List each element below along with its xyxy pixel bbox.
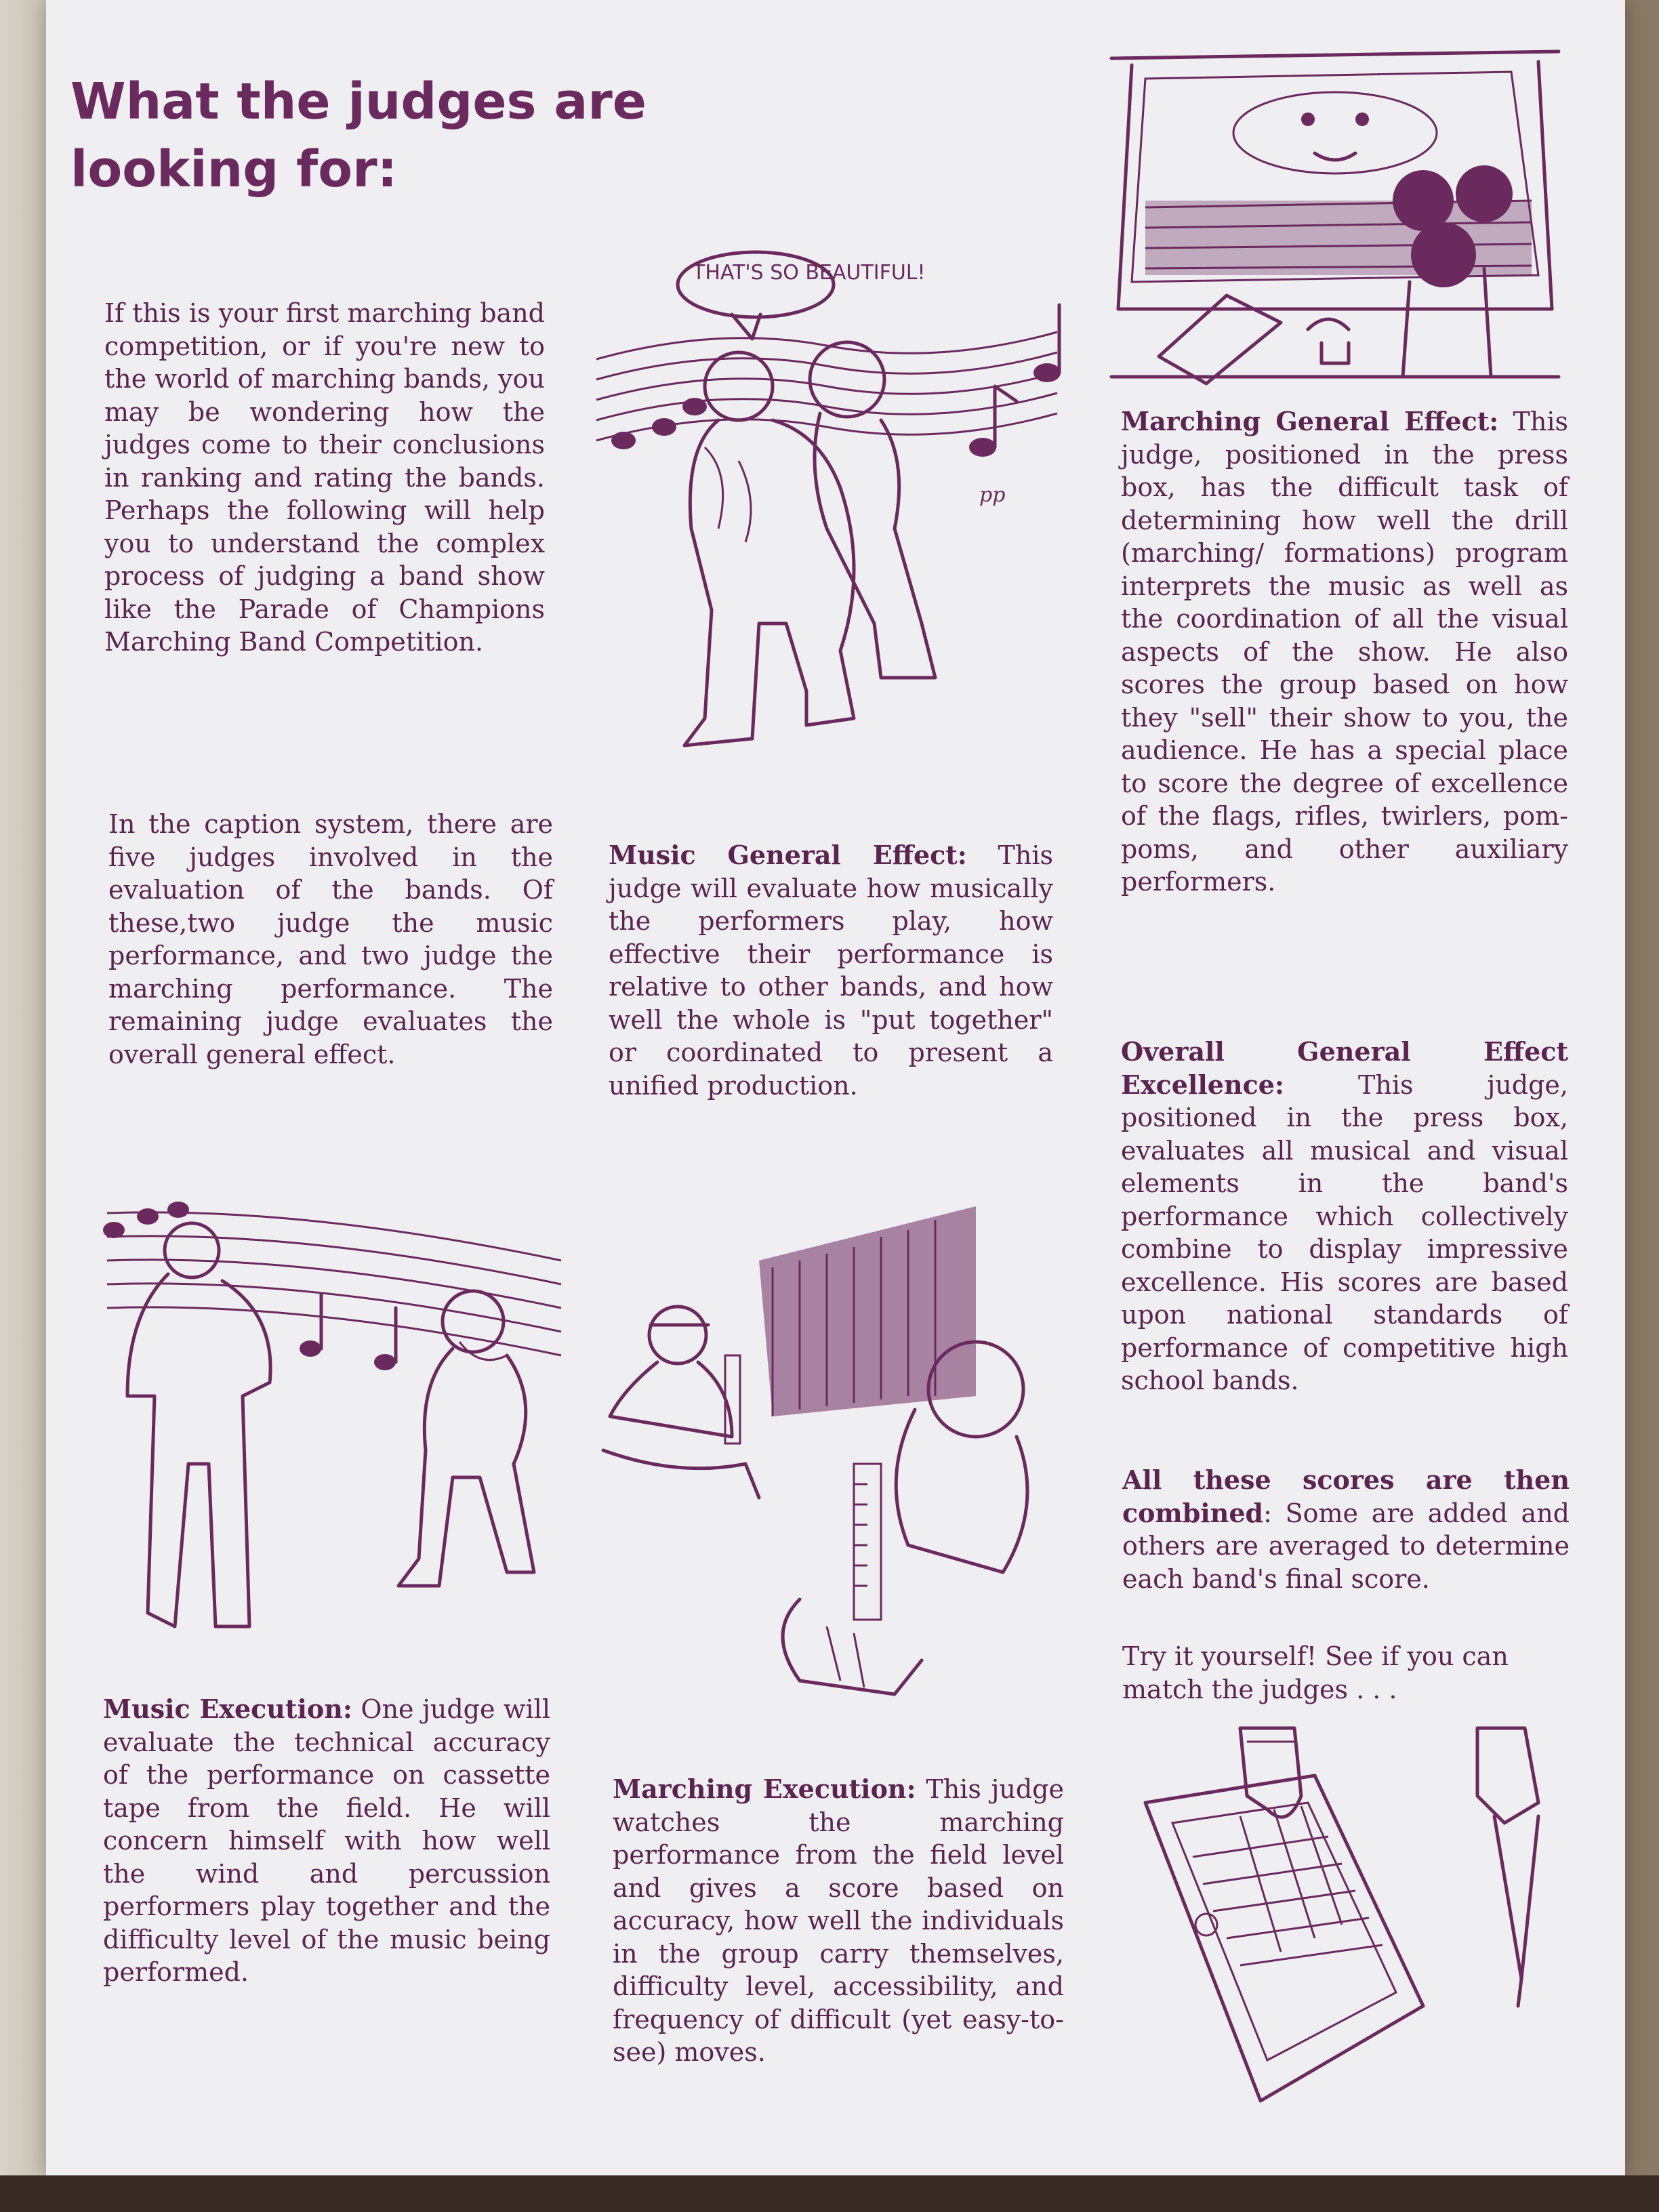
speech-bubble-line-1: THAT'S SO BEAUTIFUL! [693, 261, 926, 285]
overall-general-effect-text: This judge, positioned in the press box, evaluates all musical and visual elements in the band's performance which collectively combine to display impressive excellence. His scores are based upon national standards of performance of competitive high school bands. [1121, 1069, 1568, 1395]
intro-paragraph: If this is your first marching band competition, or if you're new to the world of marching bands, you may be wondering how the judges come to their conclusions in ranking and rating the bands. Perhaps the following will help you to understand the complex process of judging a band show like the Parade of Champions Marching Band Competition. [104, 298, 545, 657]
music-execution-illustration [100, 1179, 575, 1654]
table-surface [0, 2175, 1659, 2212]
try-it-yourself-text: Try it yourself! See if you can match the judges . . . [1122, 1641, 1509, 1704]
marching-general-effect-title: Marching General Effect: [1121, 406, 1499, 436]
caption-system-paragraph: In the caption system, there are five judges involved in the evaluation of the bands. Of these,two judge the music performance, and two judge the marching performance. The remaining judge evaluates the overall general effect. [108, 809, 553, 1069]
clipboard-pencil-illustration [1125, 1721, 1565, 2128]
marching-general-effect-paragraph [1121, 405, 1568, 899]
binding-edge [0, 0, 46, 2212]
music-execution-title: Music Execution: [103, 1694, 352, 1724]
marching-general-effect-text: This judge, positioned in the press box, has the difficult task of determining how well the drill (marching/ formations) program interprets the music as well as the coordination of all the visual aspects of the show. He also scores the group based on how they "sell" their show to you, the audience. He has a special place to score the degree of excellence of the flags, rifles, twirlers, pom-poms, and other auxiliary performers. [1121, 407, 1568, 897]
combined-scores-text: : Some are added and others are averaged to determine each band's final score. [1122, 1498, 1570, 1594]
page-title: What the judges are looking for: [70, 73, 647, 199]
overall-general-effect-paragraph [1121, 1036, 1568, 1397]
overall-general-effect-title: Overall General Effect Excellence: [1121, 1036, 1568, 1100]
marching-execution-text: This judge watches the marching performance from the field level and gives a score based on accuracy, how well the individuals in the group carry themselves, difficulty level, accessibility, and frequency of difficult (yet easy-to-see) moves. [613, 1774, 1064, 2067]
marching-execution-title: Marching Execution: [613, 1774, 916, 1804]
combined-scores-paragraph [1122, 1464, 1570, 1595]
music-general-effect-text: This judge will evaluate how musically the performers play, how effective their performance is relative to other bands, and how well the whole is "put together" or coordinated to present a unified production. [609, 840, 1053, 1101]
music-execution-paragraph [103, 1693, 550, 1989]
dynamic-marking: pp [979, 483, 1006, 507]
press-box-illustration [1105, 38, 1565, 390]
marching-execution-illustration [596, 1193, 1084, 1721]
judge-hugging-illustration [583, 244, 1071, 779]
marching-execution-paragraph [613, 1773, 1064, 2069]
music-general-effect-title: Music General Effect: [609, 840, 967, 870]
combined-scores-title: All these scores are then combined [1122, 1465, 1570, 1528]
music-execution-text: One judge will evaluate the technical accuracy of the performance on cassette tape from the field. He will concern himself with how well the wind and percussion performers play together and the difficulty level of the music being performed. [103, 1694, 550, 1987]
music-general-effect-paragraph [609, 839, 1053, 1102]
